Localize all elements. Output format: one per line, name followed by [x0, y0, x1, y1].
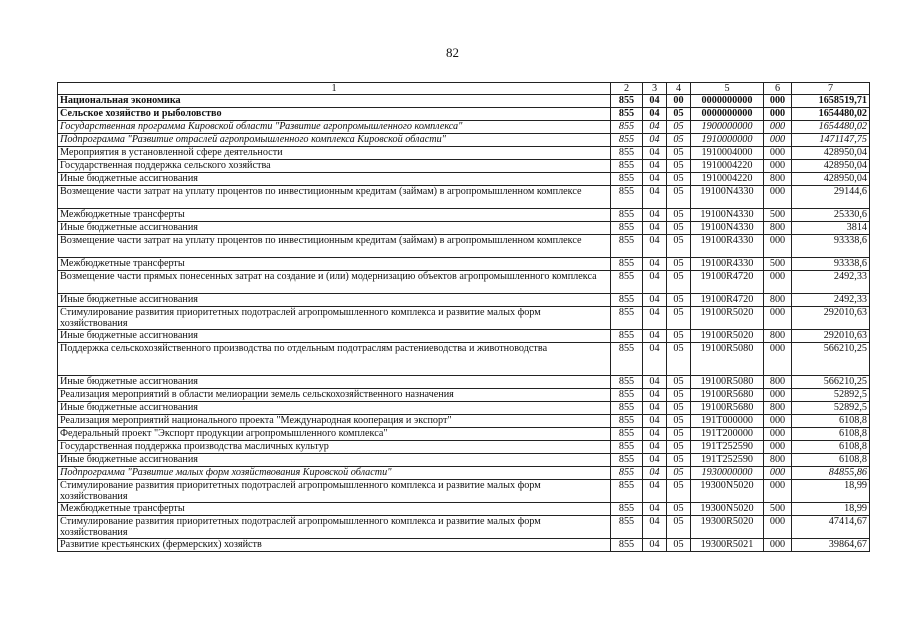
cell-subsection: 05: [667, 467, 691, 480]
cell-expense-type: 800: [764, 294, 792, 307]
table-row: [58, 467, 870, 480]
cell-expense-type: 000: [764, 95, 792, 108]
cell-target-item: 1930000000: [691, 467, 764, 480]
cell-target-item: 19300N5020: [691, 503, 764, 516]
cell-ministry-code: 855: [611, 134, 643, 147]
cell-ministry-code: 855: [611, 441, 643, 454]
cell-subsection: 05: [667, 441, 691, 454]
cell-ministry-code: 855: [611, 222, 643, 235]
cell-ministry-code: 855: [611, 307, 643, 330]
table-row: [58, 428, 870, 441]
table-row: [58, 330, 870, 343]
cell-amount: 1658519,71: [792, 95, 870, 108]
cell-subsection: 05: [667, 235, 691, 258]
cell-section: 04: [643, 467, 667, 480]
cell-ministry-code: 855: [611, 503, 643, 516]
cell-subsection: 05: [667, 428, 691, 441]
table-body: [58, 95, 870, 552]
cell-name: Реализация мероприятий в области мелиорации земель сельскохозяйственного назначения: [58, 389, 611, 402]
cell-subsection: 05: [667, 121, 691, 134]
cell-name: Возмещение части затрат на уплату процентов по инвестиционным кредитам (займам) в агропромышленном комплексе: [58, 235, 611, 258]
cell-ministry-code: 855: [611, 209, 643, 222]
cell-section: 04: [643, 160, 667, 173]
cell-target-item: 1910004220: [691, 173, 764, 186]
cell-subsection: 05: [667, 539, 691, 552]
cell-amount: 52892,5: [792, 389, 870, 402]
cell-name: Возмещение части затрат на уплату процентов по инвестиционным кредитам (займам) в агропромышленном комплексе: [58, 186, 611, 209]
table-row: [58, 186, 870, 209]
cell-amount: 25330,6: [792, 209, 870, 222]
cell-name: Государственная поддержка производства масличных культур: [58, 441, 611, 454]
cell-subsection: 05: [667, 503, 691, 516]
cell-ministry-code: 855: [611, 467, 643, 480]
table-row: [58, 454, 870, 467]
cell-subsection: 05: [667, 376, 691, 389]
cell-target-item: 19100R4330: [691, 258, 764, 271]
cell-expense-type: 000: [764, 307, 792, 330]
cell-subsection: 05: [667, 271, 691, 294]
table-row: [58, 271, 870, 294]
cell-section: 04: [643, 108, 667, 121]
cell-ministry-code: 855: [611, 235, 643, 258]
cell-section: 04: [643, 271, 667, 294]
table-row: [58, 222, 870, 235]
cell-ministry-code: 855: [611, 428, 643, 441]
cell-target-item: 19100R5020: [691, 330, 764, 343]
cell-expense-type: 000: [764, 389, 792, 402]
cell-section: 04: [643, 307, 667, 330]
cell-section: 04: [643, 539, 667, 552]
table-row: [58, 235, 870, 258]
cell-ministry-code: 855: [611, 186, 643, 209]
cell-subsection: 05: [667, 173, 691, 186]
cell-ministry-code: 855: [611, 95, 643, 108]
cell-subsection: 00: [667, 95, 691, 108]
cell-expense-type: 000: [764, 271, 792, 294]
table-row: [58, 415, 870, 428]
cell-subsection: 05: [667, 222, 691, 235]
cell-ministry-code: 855: [611, 147, 643, 160]
cell-amount: 3814: [792, 222, 870, 235]
cell-ministry-code: 855: [611, 343, 643, 376]
cell-amount: 6108,8: [792, 454, 870, 467]
cell-ministry-code: 855: [611, 160, 643, 173]
cell-amount: 428950,04: [792, 173, 870, 186]
cell-subsection: 05: [667, 389, 691, 402]
cell-section: 04: [643, 209, 667, 222]
cell-name: Национальная экономика: [58, 95, 611, 108]
cell-subsection: 05: [667, 402, 691, 415]
cell-name: Иные бюджетные ассигнования: [58, 294, 611, 307]
cell-section: 04: [643, 186, 667, 209]
table-row: [58, 307, 870, 330]
table-row: [58, 108, 870, 121]
cell-amount: 47414,67: [792, 516, 870, 539]
cell-section: 04: [643, 376, 667, 389]
cell-target-item: 19300N5020: [691, 480, 764, 503]
cell-target-item: 1910004000: [691, 147, 764, 160]
cell-amount: 2492,33: [792, 271, 870, 294]
cell-ministry-code: 855: [611, 271, 643, 294]
cell-expense-type: 000: [764, 121, 792, 134]
cell-target-item: 191T000000: [691, 415, 764, 428]
cell-expense-type: 000: [764, 134, 792, 147]
cell-name: Иные бюджетные ассигнования: [58, 330, 611, 343]
cell-section: 04: [643, 441, 667, 454]
cell-ministry-code: 855: [611, 389, 643, 402]
cell-amount: 292010,63: [792, 330, 870, 343]
cell-section: 04: [643, 95, 667, 108]
cell-expense-type: 500: [764, 209, 792, 222]
header-col-1: 1: [58, 83, 611, 95]
cell-section: 04: [643, 294, 667, 307]
cell-target-item: 19100R5080: [691, 376, 764, 389]
cell-ministry-code: 855: [611, 376, 643, 389]
cell-amount: 29144,6: [792, 186, 870, 209]
cell-name: Межбюджетные трансферты: [58, 503, 611, 516]
cell-target-item: 19100R5020: [691, 307, 764, 330]
table-row: [58, 209, 870, 222]
cell-target-item: 19100R5080: [691, 343, 764, 376]
cell-expense-type: 800: [764, 454, 792, 467]
cell-section: 04: [643, 147, 667, 160]
budget-table: [57, 82, 870, 552]
cell-subsection: 05: [667, 516, 691, 539]
cell-name: Возмещение части прямых понесенных затрат на создание и (или) модернизацию объектов агропромышленного комплекса: [58, 271, 611, 294]
cell-target-item: 19100R4720: [691, 294, 764, 307]
cell-expense-type: 000: [764, 147, 792, 160]
cell-section: 04: [643, 389, 667, 402]
cell-target-item: 1910000000: [691, 134, 764, 147]
cell-expense-type: 000: [764, 160, 792, 173]
table-row: [58, 389, 870, 402]
cell-target-item: 19100R4330: [691, 235, 764, 258]
table-row: [58, 441, 870, 454]
cell-expense-type: 000: [764, 539, 792, 552]
cell-amount: 93338,6: [792, 235, 870, 258]
cell-amount: 39864,67: [792, 539, 870, 552]
cell-name: Государственная поддержка сельского хозяйства: [58, 160, 611, 173]
cell-name: Реализация мероприятий национального проекта "Международная кооперация и экспорт": [58, 415, 611, 428]
cell-amount: 2492,33: [792, 294, 870, 307]
cell-name: Иные бюджетные ассигнования: [58, 402, 611, 415]
cell-expense-type: 000: [764, 516, 792, 539]
cell-ministry-code: 855: [611, 480, 643, 503]
cell-amount: 6108,8: [792, 415, 870, 428]
cell-target-item: 0000000000: [691, 108, 764, 121]
cell-target-item: 19100N4330: [691, 186, 764, 209]
cell-subsection: 05: [667, 454, 691, 467]
table-row: [58, 376, 870, 389]
table-row: [58, 294, 870, 307]
cell-expense-type: 800: [764, 330, 792, 343]
cell-subsection: 05: [667, 186, 691, 209]
cell-ministry-code: 855: [611, 402, 643, 415]
cell-target-item: 1910004220: [691, 160, 764, 173]
table-row: [58, 160, 870, 173]
cell-section: 04: [643, 134, 667, 147]
cell-amount: 1654480,02: [792, 121, 870, 134]
cell-amount: 6108,8: [792, 441, 870, 454]
cell-subsection: 05: [667, 307, 691, 330]
header-col-6: 6: [764, 83, 792, 95]
cell-ministry-code: 855: [611, 516, 643, 539]
table-row: [58, 539, 870, 552]
cell-ministry-code: 855: [611, 173, 643, 186]
cell-ministry-code: 855: [611, 415, 643, 428]
cell-amount: 93338,6: [792, 258, 870, 271]
cell-name: Федеральный проект "Экспорт продукции агропромышленного комплекса": [58, 428, 611, 441]
header-col-3: 3: [643, 83, 667, 95]
cell-name: Межбюджетные трансферты: [58, 258, 611, 271]
cell-section: 04: [643, 415, 667, 428]
cell-section: 04: [643, 503, 667, 516]
cell-subsection: 05: [667, 209, 691, 222]
cell-amount: 428950,04: [792, 147, 870, 160]
header-col-2: 2: [611, 83, 643, 95]
cell-subsection: 05: [667, 160, 691, 173]
cell-amount: 566210,25: [792, 343, 870, 376]
cell-section: 04: [643, 343, 667, 376]
table-row: [58, 402, 870, 415]
table-row: [58, 343, 870, 376]
cell-section: 04: [643, 330, 667, 343]
cell-name: Государственная программа Кировской области "Развитие агропромышленного комплекса": [58, 121, 611, 134]
cell-section: 04: [643, 428, 667, 441]
cell-amount: 566210,25: [792, 376, 870, 389]
cell-target-item: 19100N4330: [691, 222, 764, 235]
cell-ministry-code: 855: [611, 294, 643, 307]
cell-subsection: 05: [667, 415, 691, 428]
cell-expense-type: 000: [764, 415, 792, 428]
table-row: [58, 121, 870, 134]
table-row: [58, 134, 870, 147]
cell-amount: 6108,8: [792, 428, 870, 441]
cell-name: Поддержка сельскохозяйственного производства по отдельным подотраслям растениеводства и животноводства: [58, 343, 611, 376]
cell-name: Иные бюджетные ассигнования: [58, 222, 611, 235]
cell-section: 04: [643, 516, 667, 539]
cell-amount: 52892,5: [792, 402, 870, 415]
cell-target-item: 191T200000: [691, 428, 764, 441]
cell-subsection: 05: [667, 134, 691, 147]
cell-ministry-code: 855: [611, 454, 643, 467]
cell-expense-type: 000: [764, 467, 792, 480]
cell-subsection: 05: [667, 480, 691, 503]
cell-name: Развитие крестьянских (фермерских) хозяйств: [58, 539, 611, 552]
cell-expense-type: 500: [764, 503, 792, 516]
cell-name: Стимулирование развития приоритетных подотраслей агропромышленного комплекса и развитие малых форм хозяйствования: [58, 516, 611, 539]
table-row: [58, 95, 870, 108]
cell-expense-type: 000: [764, 343, 792, 376]
cell-section: 04: [643, 402, 667, 415]
cell-section: 04: [643, 121, 667, 134]
cell-expense-type: 000: [764, 235, 792, 258]
cell-section: 04: [643, 454, 667, 467]
cell-section: 04: [643, 258, 667, 271]
cell-target-item: 0000000000: [691, 95, 764, 108]
cell-ministry-code: 855: [611, 108, 643, 121]
table-row: [58, 516, 870, 539]
table-row: [58, 147, 870, 160]
cell-section: 04: [643, 235, 667, 258]
cell-ministry-code: 855: [611, 121, 643, 134]
cell-expense-type: 500: [764, 258, 792, 271]
cell-amount: 292010,63: [792, 307, 870, 330]
cell-subsection: 05: [667, 294, 691, 307]
cell-amount: 84855,86: [792, 467, 870, 480]
cell-ministry-code: 855: [611, 539, 643, 552]
table-row: [58, 173, 870, 186]
table-row: [58, 503, 870, 516]
cell-expense-type: 000: [764, 108, 792, 121]
cell-subsection: 05: [667, 108, 691, 121]
table-row: [58, 480, 870, 503]
cell-name: Сельское хозяйство и рыболовство: [58, 108, 611, 121]
cell-ministry-code: 855: [611, 330, 643, 343]
cell-target-item: 19100R5680: [691, 402, 764, 415]
cell-ministry-code: 855: [611, 258, 643, 271]
cell-subsection: 05: [667, 147, 691, 160]
cell-expense-type: 800: [764, 222, 792, 235]
cell-name: Межбюджетные трансферты: [58, 209, 611, 222]
cell-section: 04: [643, 173, 667, 186]
page-number: 82: [446, 45, 459, 60]
table-header-row: [58, 83, 870, 95]
cell-name: Иные бюджетные ассигнования: [58, 376, 611, 389]
header-col-4: 4: [667, 83, 691, 95]
cell-section: 04: [643, 480, 667, 503]
cell-target-item: 1900000000: [691, 121, 764, 134]
cell-target-item: 19100R4720: [691, 271, 764, 294]
cell-subsection: 05: [667, 330, 691, 343]
cell-subsection: 05: [667, 343, 691, 376]
cell-expense-type: 800: [764, 402, 792, 415]
cell-amount: 428950,04: [792, 160, 870, 173]
cell-name: Стимулирование развития приоритетных подотраслей агропромышленного комплекса и развитие малых форм хозяйствования: [58, 480, 611, 503]
cell-expense-type: 800: [764, 376, 792, 389]
cell-name: Мероприятия в установленной сфере деятельности: [58, 147, 611, 160]
cell-section: 04: [643, 222, 667, 235]
cell-name: Стимулирование развития приоритетных подотраслей агропромышленного комплекса и развитие малых форм хозяйствования: [58, 307, 611, 330]
cell-target-item: 19300R5021: [691, 539, 764, 552]
cell-target-item: 19100N4330: [691, 209, 764, 222]
cell-expense-type: 800: [764, 173, 792, 186]
cell-target-item: 191T252590: [691, 454, 764, 467]
header-col-7: 7: [792, 83, 870, 95]
cell-expense-type: 000: [764, 441, 792, 454]
cell-expense-type: 000: [764, 186, 792, 209]
header-col-5: 5: [691, 83, 764, 95]
cell-amount: 18,99: [792, 480, 870, 503]
cell-amount: 18,99: [792, 503, 870, 516]
cell-expense-type: 000: [764, 480, 792, 503]
cell-target-item: 19100R5680: [691, 389, 764, 402]
cell-subsection: 05: [667, 258, 691, 271]
cell-expense-type: 000: [764, 428, 792, 441]
cell-target-item: 191T252590: [691, 441, 764, 454]
cell-name: Иные бюджетные ассигнования: [58, 454, 611, 467]
table-row: [58, 258, 870, 271]
cell-name: Подпрограмма "Развитие отраслей агропромышленного комплекса Кировской области": [58, 134, 611, 147]
cell-name: Подпрограмма "Развитие малых форм хозяйствования Кировской области": [58, 467, 611, 480]
cell-amount: 1471147,75: [792, 134, 870, 147]
cell-amount: 1654480,02: [792, 108, 870, 121]
cell-name: Иные бюджетные ассигнования: [58, 173, 611, 186]
cell-target-item: 19300R5020: [691, 516, 764, 539]
